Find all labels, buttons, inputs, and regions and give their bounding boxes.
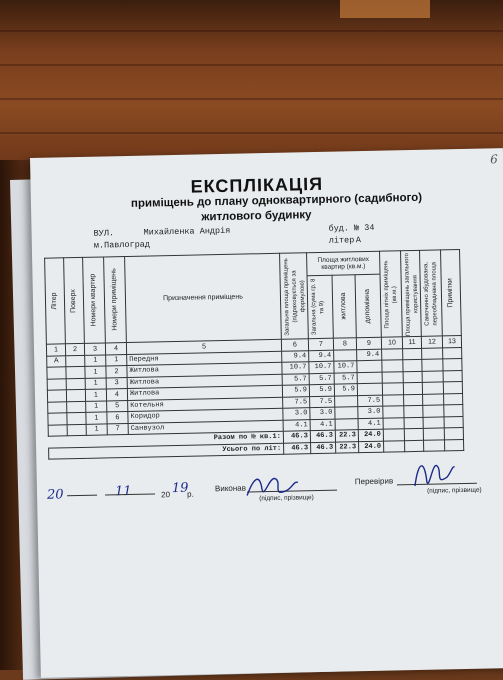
cell-c8: 10.7 (334, 361, 357, 373)
col-number: 7 (308, 338, 333, 350)
cell-empty (383, 406, 404, 418)
col-number: 9 (356, 337, 381, 349)
cell-c8: 5.7 (334, 372, 357, 384)
document-title: ЕКСПЛІКАЦІЯ (190, 173, 324, 197)
cell-c7: 7.5 (310, 396, 335, 408)
date-suffix: р. (186, 489, 194, 499)
cell-empty (403, 371, 422, 383)
header-poverkh: Поверх (64, 257, 85, 343)
cell-num: 5 (107, 400, 128, 412)
header-prymishchennia: Номери приміщень (104, 257, 127, 343)
header-pryznachennia: Призначення приміщень (125, 253, 282, 342)
cell-c6: 10.7 (282, 362, 309, 374)
cell-num: 1 (106, 354, 127, 366)
cell-empty (444, 416, 463, 428)
cell-num: 6 (107, 412, 128, 424)
cell-litera (48, 401, 67, 413)
date-day: 20 (46, 487, 64, 503)
col-number: 11 (402, 336, 421, 348)
cell-empty (382, 348, 403, 360)
cell-c6: 5.7 (282, 373, 309, 385)
cell-c9: 7.5 (358, 395, 383, 407)
cell-empty (403, 382, 422, 394)
col-number: 8 (333, 338, 356, 350)
address-line (93, 221, 473, 239)
cell-kv: 1 (86, 412, 107, 424)
cell-poverkh (66, 366, 85, 378)
cell-kv: 1 (86, 400, 107, 412)
cell-c6: 4.1 (283, 419, 310, 431)
wood-strip (340, 0, 430, 18)
header-litnikh: Площа літніх приміщень (кв.м.) (380, 251, 403, 337)
cell-num: 3 (106, 377, 127, 389)
col-number: 2 (65, 343, 84, 355)
wood-grain (0, 64, 503, 66)
document-subtitle-2: житлового будинку (201, 209, 312, 224)
cell-name: Коридор (128, 408, 283, 423)
date-year: 19 (171, 480, 189, 497)
cell-c7: 10.7 (309, 361, 334, 373)
sum-total-c7: 46.3 (311, 442, 336, 454)
cell-empty (404, 405, 423, 417)
cell-name: Котельня (128, 397, 283, 412)
cell-name: Житлова (127, 362, 282, 377)
cell-empty (404, 394, 423, 406)
cell-name: Передня (127, 351, 282, 366)
cell-litera (48, 413, 67, 425)
checked-label: Перевірив (354, 476, 394, 487)
wood-grain (0, 30, 503, 32)
header-zahalna: Загальна площа приміщень (підраховується за формулою) (280, 253, 309, 340)
header-zahalna-sum: Загальна (сума гр. 8 та 9) (307, 275, 333, 339)
header-zahalnoho: Площа приміщень загального користування (401, 250, 422, 336)
cell-c6: 3.0 (283, 408, 310, 420)
letter-label: літер (328, 235, 355, 246)
date-year-prefix: 20 (160, 490, 171, 500)
cell-c6: 9.4 (282, 350, 309, 362)
cell-num: 4 (106, 389, 127, 401)
cell-kv: 1 (85, 366, 106, 378)
cell-c9 (357, 383, 382, 395)
cell-c9: 3.0 (358, 406, 383, 418)
cell-name: Житлова (127, 374, 282, 389)
cell-num: 7 (107, 423, 128, 435)
cell-c6: 7.5 (283, 396, 310, 408)
cell-empty (403, 348, 422, 360)
street-name: Михайленка Андрія (143, 225, 231, 238)
cell-empty (444, 404, 463, 416)
cell-c7: 3.0 (310, 407, 335, 419)
cell-empty (422, 347, 443, 359)
cell-litera: А (47, 355, 66, 367)
cell-empty (382, 360, 403, 372)
cell-c9 (357, 360, 382, 372)
cell-empty (443, 381, 462, 393)
cell-name: Санвузол (128, 420, 283, 435)
page-number: 6 (489, 152, 498, 167)
cell-poverkh (67, 424, 86, 436)
checked-caption: (підпис, прізвище) (426, 486, 482, 495)
sum-total-c8: 22.3 (336, 441, 359, 453)
cell-empty (404, 417, 423, 429)
cell-c6: 5.9 (282, 385, 309, 397)
cell-c9: 9.4 (357, 349, 382, 361)
cell-empty (383, 394, 404, 406)
cell-empty (423, 416, 444, 428)
cell-empty (383, 417, 404, 429)
cell-empty (422, 382, 443, 394)
header-litera: Літер (45, 258, 66, 344)
cell-empty (422, 359, 443, 371)
header-dopomizhna: допоміжна (355, 274, 381, 338)
document-sheet (30, 148, 503, 678)
cell-c9 (357, 372, 382, 384)
wood-grain (0, 98, 503, 100)
cell-poverkh (67, 401, 86, 413)
header-prymitky: Примітки (441, 250, 462, 336)
col-number: 10 (381, 337, 402, 349)
header-zhytlova: житлова (332, 275, 356, 338)
col-number: 1 (46, 344, 65, 356)
cell-poverkh (66, 378, 85, 390)
cell-litera (47, 367, 66, 379)
building-number: буд. № 34 (328, 222, 375, 234)
cell-kv: 1 (86, 423, 107, 435)
cell-empty (403, 359, 422, 371)
cell-c9: 4.1 (358, 418, 383, 430)
col-number: 12 (421, 336, 442, 348)
sum-kv-c7: 46.3 (310, 430, 335, 442)
cell-empty (382, 383, 403, 395)
sum-total-label: Усього по літ: (49, 443, 284, 459)
cell-c8 (335, 418, 358, 430)
cell-num: 2 (106, 366, 127, 378)
letter-value: А (355, 235, 362, 246)
cell-empty (443, 370, 462, 382)
cell-c8 (335, 395, 358, 407)
cell-kv: 1 (85, 389, 106, 401)
explication-table (44, 249, 464, 460)
city-name: м.Павлоград (93, 239, 151, 251)
date-day-line (67, 495, 97, 497)
cell-litera (48, 424, 67, 436)
executed-label: Виконав (214, 483, 247, 494)
cell-poverkh (66, 389, 85, 401)
header-samochynno: Самочинно збудована, переобладнана площа (420, 250, 443, 336)
executed-caption: (підпис, прізвище) (259, 494, 314, 503)
cell-c8: 5.9 (334, 384, 357, 396)
date-month: 11 (114, 483, 132, 500)
cell-empty (443, 347, 462, 359)
cell-empty (423, 405, 444, 417)
cell-poverkh (66, 355, 85, 367)
street-prefix: ВУЛ. (93, 228, 115, 239)
cell-empty (443, 359, 462, 371)
sum-kv-c6: 46.3 (283, 431, 310, 443)
cell-empty (422, 370, 443, 382)
cell-empty (423, 393, 444, 405)
col-number: 13 (442, 336, 461, 348)
sum-total-c6: 46.3 (284, 442, 311, 454)
cell-c8 (335, 407, 358, 419)
cell-litera (47, 390, 66, 402)
cell-c7: 9.4 (309, 350, 334, 362)
col-number: 5 (126, 339, 281, 354)
cell-name: Житлова (127, 385, 282, 400)
wood-grain (0, 132, 503, 134)
sum-kv-c8: 22.3 (335, 430, 358, 442)
cell-litera (47, 378, 66, 390)
sum-total-c9: 24.0 (359, 441, 384, 453)
sum-kv-c9: 24.0 (358, 429, 383, 441)
cell-c8 (334, 349, 357, 361)
col-number: 3 (84, 343, 105, 355)
cell-poverkh (67, 412, 86, 424)
sum-kv-label: Разом по № кв.1: (48, 431, 283, 447)
cell-empty (382, 371, 403, 383)
col-number: 6 (281, 339, 308, 351)
cell-c7: 5.7 (309, 373, 334, 385)
header-kvartyry: Номери квартир (83, 257, 106, 343)
cell-kv: 1 (85, 354, 106, 366)
col-number: 4 (105, 343, 126, 355)
cell-empty (444, 393, 463, 405)
cell-c7: 5.9 (309, 384, 334, 396)
header-zhytlova-group: Площа житлових квартир (кв.м.) (307, 251, 380, 276)
cell-c7: 4.1 (310, 419, 335, 431)
cell-kv: 1 (85, 377, 106, 389)
document-subtitle-1: приміщень до плану одноквартирного (садибного) (130, 191, 423, 210)
